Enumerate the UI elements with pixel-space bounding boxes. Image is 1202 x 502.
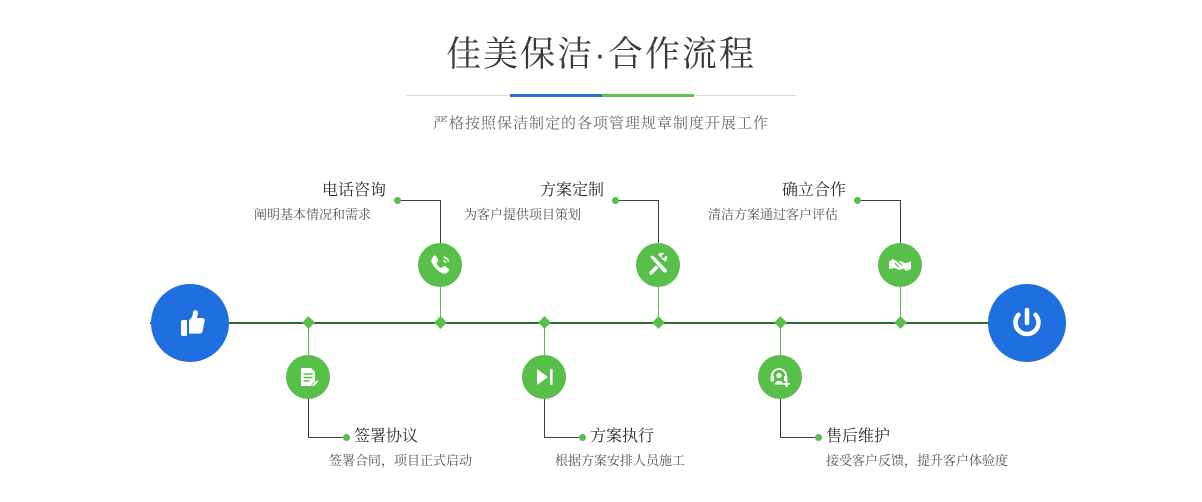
step-connector-dot-5 [854, 197, 861, 204]
step-desc-6: 接受客户反馈，提升客户体验度 [826, 453, 1009, 468]
step-title-4: 方案执行 [590, 428, 655, 445]
step-label-2 [329, 426, 473, 472]
timeline-start-node [151, 284, 229, 362]
title-divider [406, 94, 796, 98]
step-title-6: 售后维护 [826, 428, 891, 445]
step-connector-dot-4 [579, 434, 586, 441]
step-node-5 [878, 243, 922, 287]
axis-marker-4 [538, 316, 551, 329]
timeline [0, 160, 1202, 502]
step-node-4 [522, 355, 566, 399]
step-connector-horizontal-2 [308, 437, 346, 438]
step-connector-vertical-2 [308, 399, 309, 437]
step-title-5: 确立合作 [782, 182, 847, 199]
step-label-1 [254, 180, 387, 226]
step-desc-1: 阐明基本情况和需求 [254, 207, 372, 222]
step-connector-vertical-3 [658, 200, 659, 243]
step-connector-horizontal-6 [780, 437, 818, 438]
step-connector-horizontal-1 [397, 200, 440, 201]
divider-green-segment [602, 94, 694, 97]
step-connector-vertical-1 [440, 200, 441, 243]
step-node-6 [758, 355, 802, 399]
thumbs-up-icon [170, 303, 210, 343]
play-execute-icon [532, 365, 556, 389]
phone-call-icon [427, 252, 453, 278]
step-desc-2: 签署合同，项目正式启动 [329, 453, 473, 468]
step-connector-horizontal-4 [544, 437, 582, 438]
axis-marker-1 [434, 316, 447, 329]
step-title-3: 方案定制 [540, 182, 605, 199]
step-node-1 [418, 243, 462, 287]
step-title-1: 电话咨询 [322, 182, 387, 199]
step-desc-5: 清洁方案通过客户评估 [708, 207, 839, 222]
step-connector-vertical-4 [544, 399, 545, 437]
step-label-5 [708, 180, 847, 226]
customer-service-add-icon [768, 365, 792, 389]
axis-marker-6 [774, 316, 787, 329]
step-connector-horizontal-5 [857, 200, 900, 201]
plan-tools-icon [646, 253, 670, 277]
page-title: 佳美保洁·合作流程 [446, 35, 756, 74]
step-connector-dot-3 [612, 197, 619, 204]
step-desc-4: 根据方案安排人员施工 [555, 453, 686, 468]
handshake-icon [887, 252, 913, 278]
axis-marker-5 [894, 316, 907, 329]
step-node-3 [636, 243, 680, 287]
timeline-end-node [988, 284, 1066, 362]
step-connector-horizontal-3 [615, 200, 658, 201]
step-node-2 [286, 355, 330, 399]
page-subtitle: 严格按照保洁制定的各项管理规章制度开展工作 [432, 115, 769, 132]
step-label-6 [826, 426, 1008, 472]
divider-blue-segment [510, 94, 602, 97]
step-connector-vertical-5 [900, 200, 901, 243]
step-connector-dot-6 [815, 434, 822, 441]
axis-marker-2 [302, 316, 315, 329]
timeline-axis [150, 322, 1060, 324]
power-icon [1006, 302, 1048, 344]
step-connector-dot-1 [394, 197, 401, 204]
header [0, 30, 1202, 133]
step-connector-dot-2 [343, 434, 350, 441]
step-connector-vertical-6 [780, 399, 781, 437]
axis-marker-3 [652, 316, 665, 329]
step-title-2: 签署协议 [354, 428, 419, 445]
step-desc-3: 为客户提供项目策划 [464, 207, 582, 222]
document-edit-icon [296, 365, 320, 389]
step-label-3 [464, 180, 605, 226]
step-label-4 [555, 426, 686, 472]
